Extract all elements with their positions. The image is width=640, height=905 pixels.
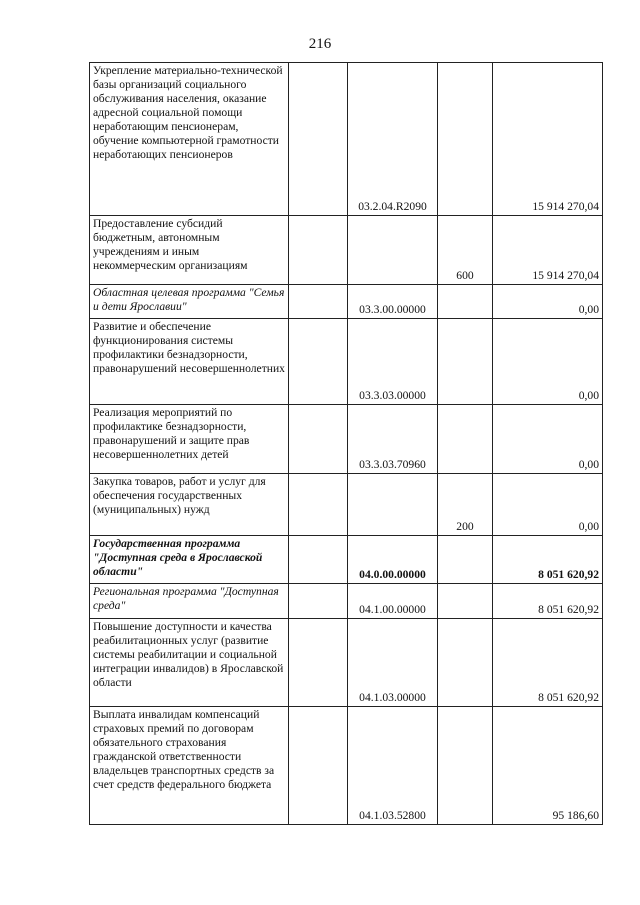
budget-table <box>89 62 603 825</box>
table-row <box>90 707 603 825</box>
table-row <box>90 285 603 319</box>
row-amount: 8 051 620,92 <box>493 584 603 619</box>
table-row <box>90 63 603 216</box>
row-type <box>438 536 493 584</box>
table-row <box>90 584 603 619</box>
row-blank <box>289 319 348 405</box>
row-code <box>348 216 438 285</box>
row-blank <box>289 474 348 536</box>
row-type <box>438 285 493 319</box>
row-name: Предоставление субсидий бюджетным, автономным учреждениям и иным некоммерческим организациям <box>90 216 289 285</box>
row-code: 03.3.03.70960 <box>348 405 438 474</box>
row-type <box>438 707 493 825</box>
row-type <box>438 63 493 216</box>
row-type <box>438 319 493 405</box>
row-name: Повышение доступности и качества реабилитационных услуг (развитие системы реабилитации и социальной интеграции инвалидов) в Ярославской области <box>90 619 289 707</box>
row-amount: 95 186,60 <box>493 707 603 825</box>
row-name: Региональная программа "Доступная среда" <box>90 584 289 619</box>
row-code: 04.0.00.00000 <box>348 536 438 584</box>
row-amount: 0,00 <box>493 474 603 536</box>
table-row <box>90 319 603 405</box>
row-type <box>438 619 493 707</box>
row-type: 200 <box>438 474 493 536</box>
row-blank <box>289 63 348 216</box>
row-amount: 8 051 620,92 <box>493 536 603 584</box>
row-code <box>348 474 438 536</box>
row-amount: 15 914 270,04 <box>493 63 603 216</box>
row-type <box>438 584 493 619</box>
row-code: 04.1.03.52800 <box>348 707 438 825</box>
row-blank <box>289 405 348 474</box>
row-amount: 0,00 <box>493 285 603 319</box>
row-name: Развитие и обеспечение функционирования системы профилактики безнадзорности, правонарушений несовершеннолетних <box>90 319 289 405</box>
row-name: Укрепление материально-технической базы организаций социального обслуживания населения, оказание адресной социальной помощи неработающим пенсионерам, обучение компьютерной грамотности неработающих пенсионеров <box>90 63 289 216</box>
row-blank <box>289 619 348 707</box>
table-row <box>90 474 603 536</box>
row-name: Государственная программа "Доступная среда в Ярославской области" <box>90 536 289 584</box>
row-blank <box>289 285 348 319</box>
row-name: Реализация мероприятий по профилактике безнадзорности, правонарушений и защите прав несовершеннолетних детей <box>90 405 289 474</box>
row-type <box>438 405 493 474</box>
table-row <box>90 216 603 285</box>
page-number: 216 <box>308 36 332 52</box>
row-name: Выплата инвалидам компенсаций страховых премий по договорам обязательного страхования гражданской ответственности владельцев транспортных средств за счет средств федерального бюджета <box>90 707 289 825</box>
row-blank <box>289 536 348 584</box>
row-code: 03.3.03.00000 <box>348 319 438 405</box>
table-body <box>90 63 603 825</box>
table-row <box>90 536 603 584</box>
table-row <box>90 619 603 707</box>
row-amount: 15 914 270,04 <box>493 216 603 285</box>
row-amount: 0,00 <box>493 405 603 474</box>
row-blank <box>289 584 348 619</box>
row-blank <box>289 707 348 825</box>
row-code: 04.1.00.00000 <box>348 584 438 619</box>
table-row <box>90 405 603 474</box>
row-code: 03.2.04.R2090 <box>348 63 438 216</box>
row-amount: 0,00 <box>493 319 603 405</box>
row-amount: 8 051 620,92 <box>493 619 603 707</box>
row-code: 04.1.03.00000 <box>348 619 438 707</box>
row-code: 03.3.00.00000 <box>348 285 438 319</box>
row-name: Закупка товаров, работ и услуг для обеспечения государственных (муниципальных) нужд <box>90 474 289 536</box>
row-blank <box>289 216 348 285</box>
row-type: 600 <box>438 216 493 285</box>
row-name: Областная целевая программа "Семья и дети Ярославии" <box>90 285 289 319</box>
